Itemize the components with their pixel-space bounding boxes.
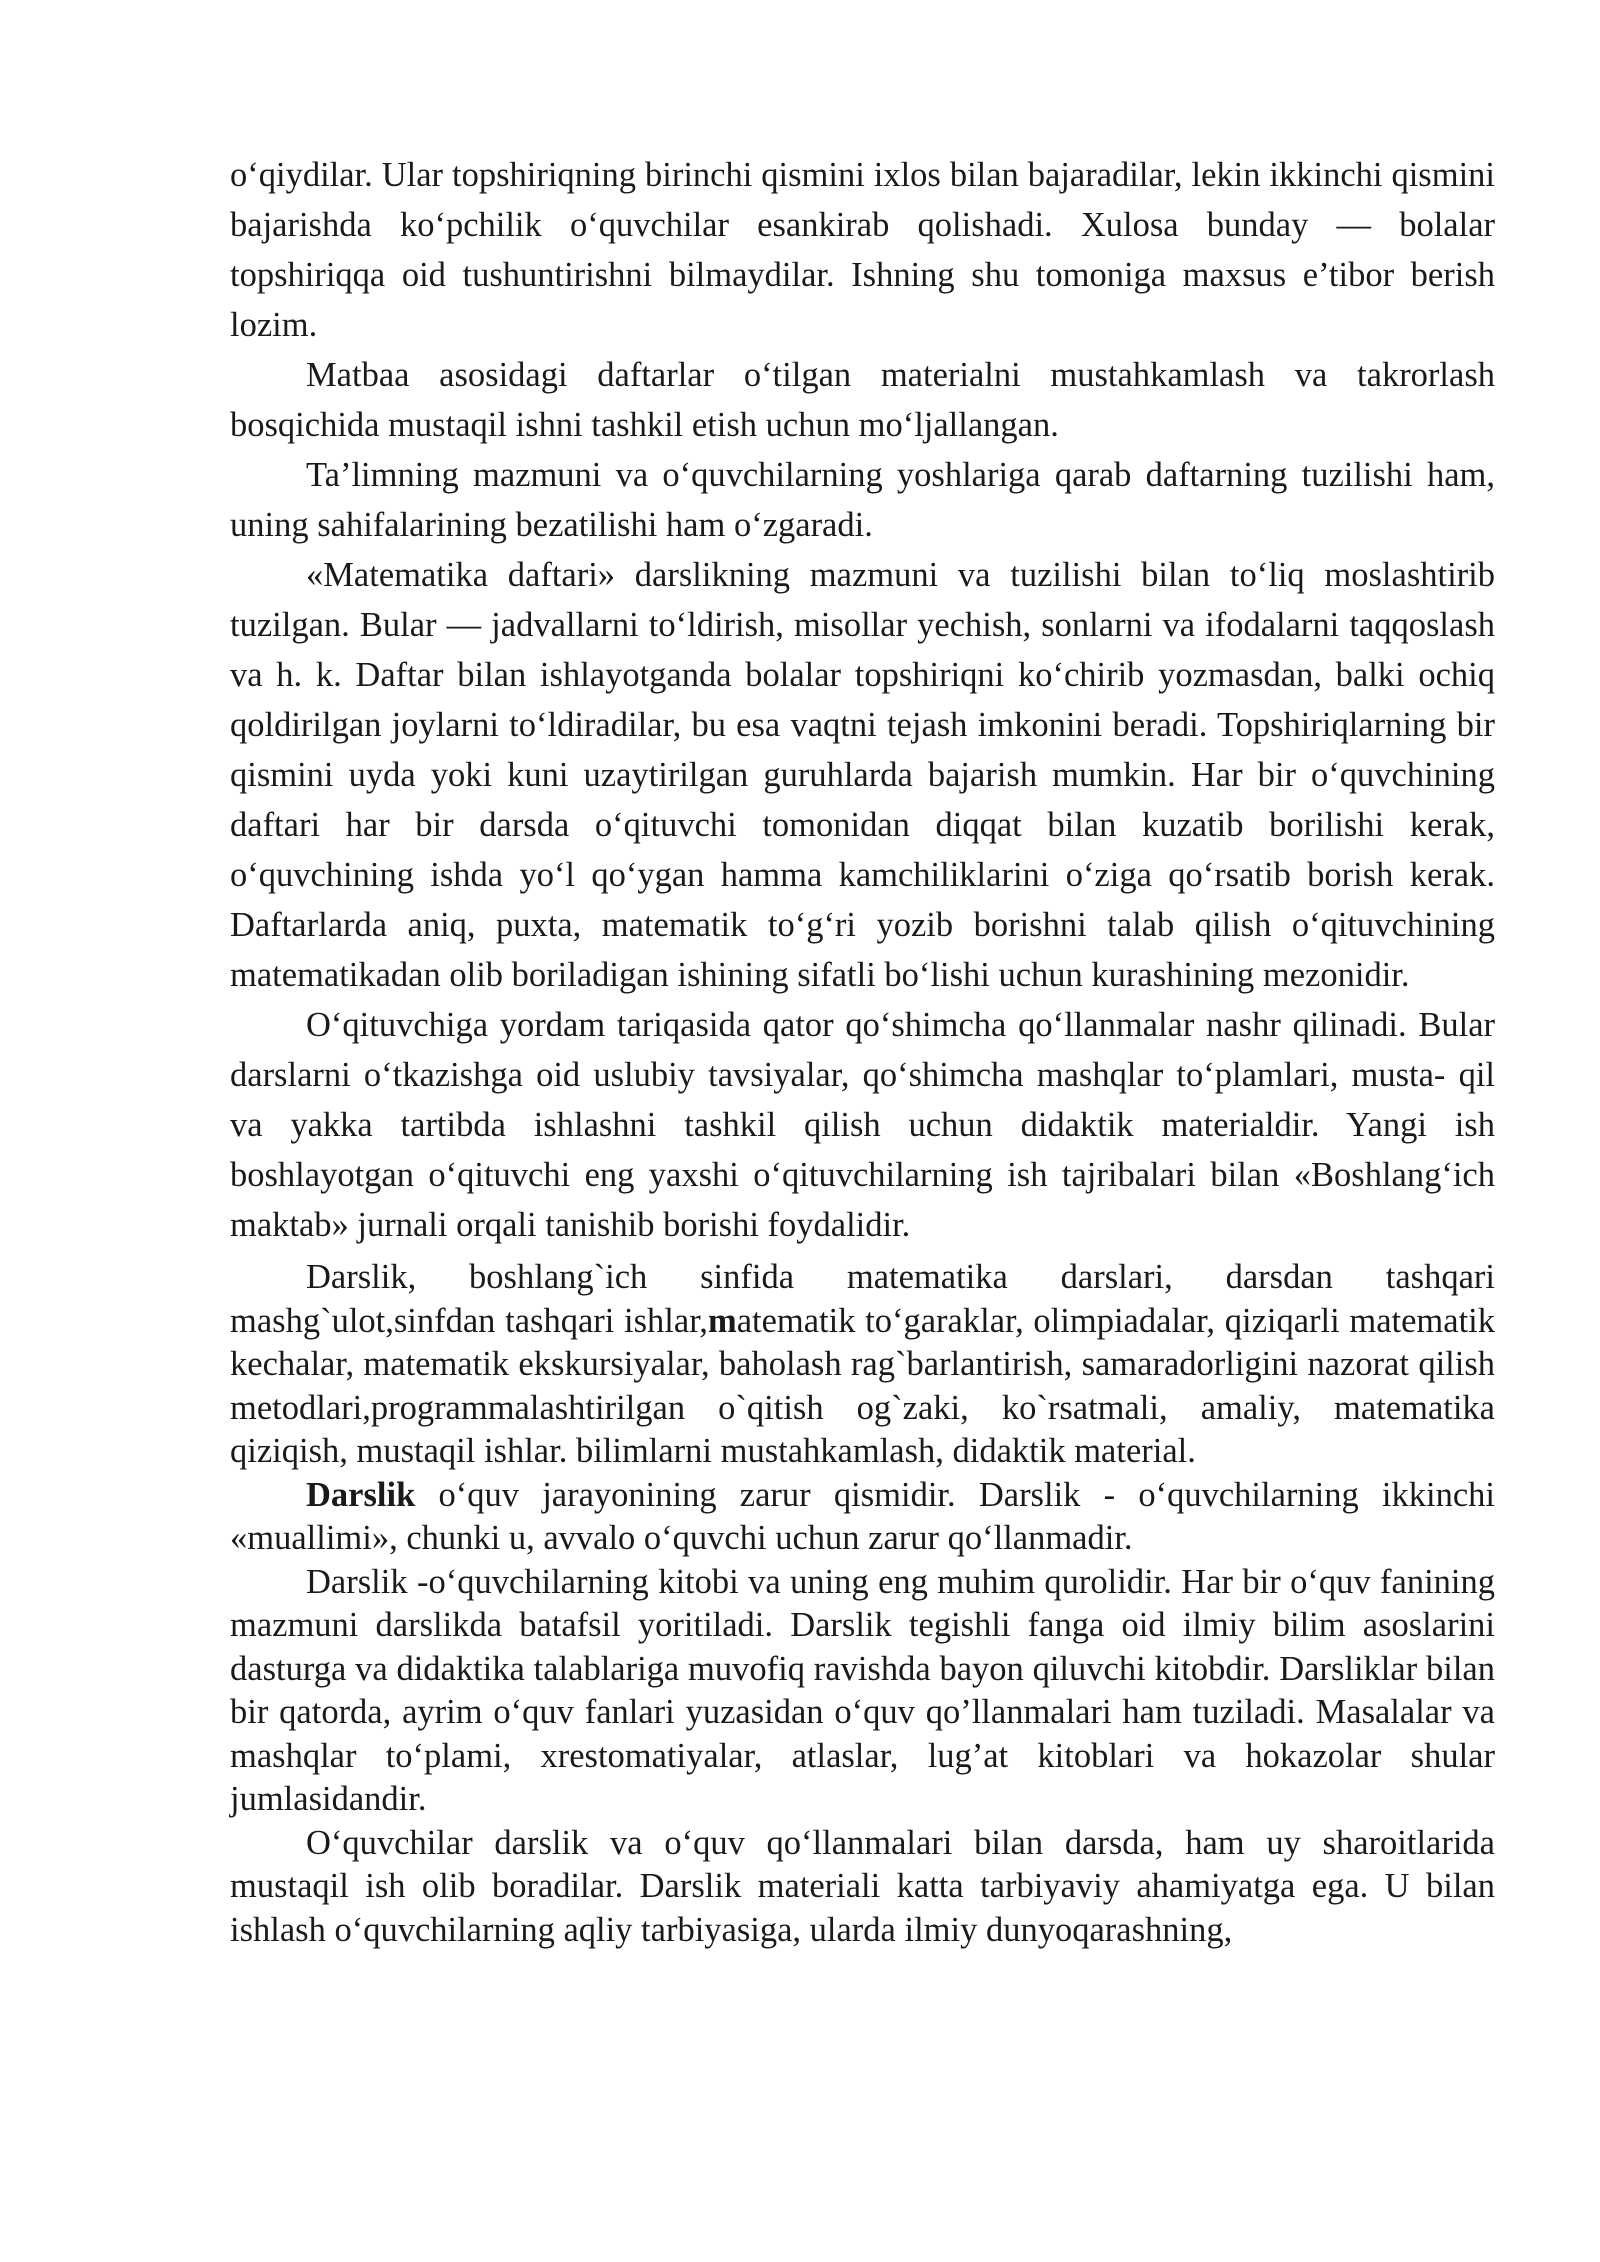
paragraph-7 [230,1474,1495,1561]
paragraph-3: Ta’limning mazmuni va o‘quvchilarning yoshlariga qarab daftarning tuzilishi ham, uning sahifalarining bezatilishi ham o‘zgaradi. [230,456,1495,544]
paragraph-7-bold-term: Darslik [306,1475,416,1514]
paragraph-9: O‘quvchilar darslik va o‘quv qo‘llanmalari bilan darsda, ham uy sharoitlarida mustaqil ish olib boradilar. Darslik materiali katta tarbiyaviy ahamiyatga ega. U bilan ishlash o‘quvchilarning aqliy tarbiyasiga, ularda ilmiy dunyoqarashning, [230,1823,1495,1949]
paragraph-1: o‘qiydilar. Ular topshiriqning birinchi qismini ixlos bilan bajaradilar, lekin ikkinchi qismini bajarishda ko‘pchilik o‘quvchilar esankirab qolishadi. Xulosa bunday — bolalar topshiriqqa oid tushuntirishni bilmaydilar. Ishning shu tomoniga maxsus e’tibor berish lozim. [230,156,1495,344]
paragraph-6-text-after: atematik to‘garaklar, olimpiadalar, qiziqarli matematik kechalar, matematik ekskursiyalar, baholash rag`barlantirish, samaradorligini nazorat qilish metodlari,programmalashtirilgan o`qitish og`zaki, ko`rsatmali, amaliy, matematika qiziqish, mustaqil ishlar. bilimlarni mustahkamlash, didaktik material. [230,1301,1496,1470]
document-page [230,150,1495,1952]
paragraph-5: O‘qituvchiga yordam tariqasida qator qo‘shimcha qo‘llanmalar nashr qilinadi. Bular darslarni o‘tkazishga oid uslubiy tavsiyalar, qo‘shimcha mashqlar to‘plamlari, musta- qil va yakka tartibda ishlashni tashkil qilish uchun didaktik materialdir. Yangi ish boshlayotgan o‘qituvchi eng yaxshi o‘qituvchilarning ish tajribalari bilan «Boshlang‘ich maktab» jurnali orqali tanishib borishi foydalidir. [230,1006,1495,1244]
paragraph-8: Darslik -o‘quvchilarning kitobi va uning eng muhim qurolidir. Har bir o‘quv fanining mazmuni darslikda batafsil yoritiladi. Darslik tegishli fanga oid ilmiy bilim asoslarini dasturga va didaktika talablariga muvofiq ravishda bayon qiluvchi kitobdir. Darsliklar bilan bir qatorda, ayrim o‘quv fanlari yuzasidan o‘quv qo’llanmalari ham tuziladi. Masalalar va mashqlar to‘plami, xrestomatiyalar, atlaslar, lug’at kitoblari va hokazolar shular jumlasidandir. [230,1562,1495,1818]
paragraph-2: Matbaa asosidagi daftarlar o‘tilgan materialni mustahkamlash va takrorlash bosqichida mustaqil ishni tashkil etish uchun mo‘ljallangan. [230,356,1495,444]
paragraph-7-text: o‘quv jarayonining zarur qismidir. Darslik - o‘quvchilarning ikkinchi «muallimi», chunki u, avvalo o‘quvchi uchun zarur qo‘llanmadir. [230,1475,1495,1557]
paragraph-4: «Matematika daftari» darslikning mazmuni va tuzilishi bilan to‘liq moslashtirib tuzilgan. Bular — jadvallarni to‘ldirish, misollar yechish, sonlarni va ifodalarni taqqoslash va h. k. Daftar bilan ishlayotganda bolalar topshiriqni ko‘chirib yozmasdan, balki ochiq qoldirilgan joylarni to‘ldiradilar, bu esa vaqtni tejash imkonini beradi. Topshiriqlarning bir qismini uyda yoki kuni uzaytirilgan guruhlarda bajarish mumkin. Har bir o‘quvchining daftari har bir darsda o‘qituvchi tomonidan diqqat bilan kuzatib borilishi kerak, o‘quvchining ishda yo‘l qo‘ygan hamma kamchiliklarini o‘ziga qo‘rsatib borish kerak. Daftarlarda aniq, puxta, matematik to‘g‘ri yozib borishni talab qilish o‘qituvchining matematikadan olib boriladigan ishining sifatli bo‘lishi uchun kurashining mezonidir. [230,556,1495,994]
paragraph-6 [230,1256,1495,1474]
paragraph-6-text-before: Darslik, boshlang`ich sinfida matematika darslari, darsdan tashqari mashg`ulot,sinfdan tashqari ishlar, [230,1258,1495,1340]
paragraph-6-bold-letter: m [707,1301,737,1340]
